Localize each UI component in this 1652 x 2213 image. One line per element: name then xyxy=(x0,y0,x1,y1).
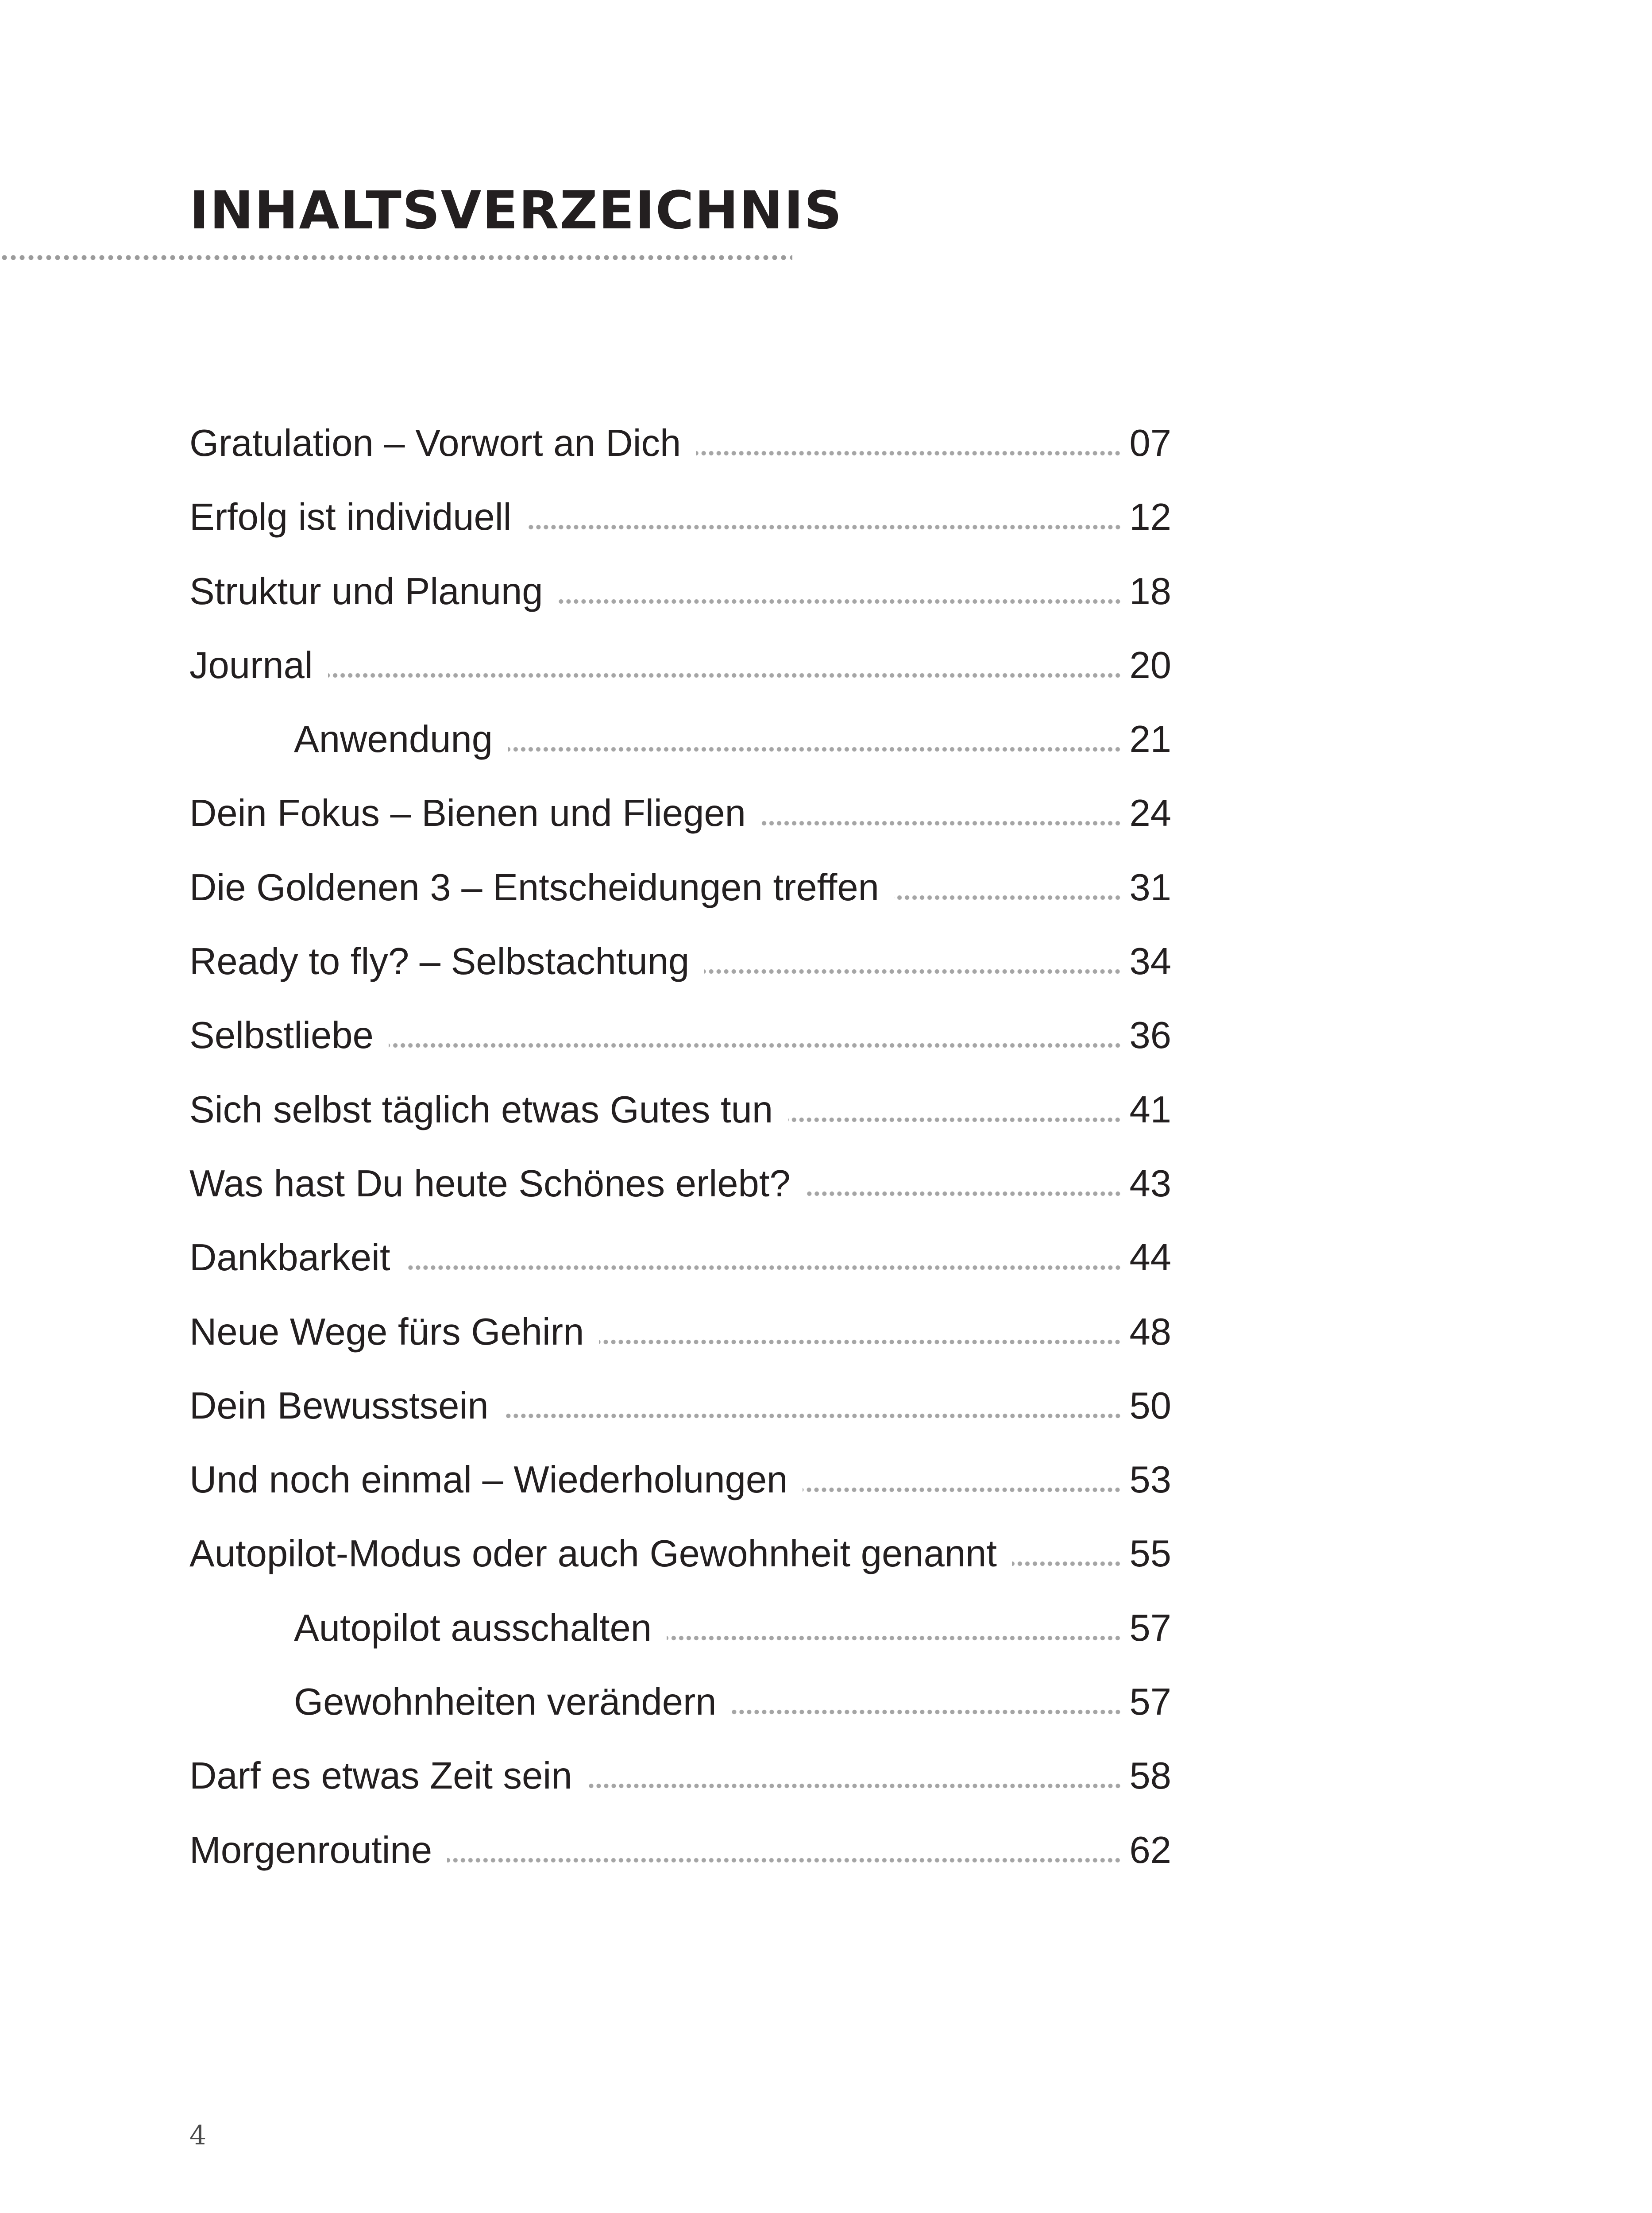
toc-entry[interactable] xyxy=(189,937,1171,1011)
toc-entry-page: 21 xyxy=(1129,718,1171,761)
toc-entry-title: Gratulation – Vorwort an Dich xyxy=(189,422,681,464)
toc-dot-leader xyxy=(1012,1561,1121,1566)
toc-dot-leader xyxy=(447,1858,1121,1863)
toc-entry[interactable] xyxy=(189,419,1171,493)
toc-entry-page: 20 xyxy=(1129,644,1171,686)
toc-entry-page: 57 xyxy=(1129,1681,1171,1723)
toc-dot-leader xyxy=(803,1487,1121,1492)
toc-entry[interactable] xyxy=(189,1011,1171,1085)
toc-dot-leader xyxy=(527,524,1122,530)
toc-dot-leader xyxy=(599,1339,1121,1345)
toc-entry-title: Und noch einmal – Wiederholungen xyxy=(189,1459,788,1501)
toc-entry-title: Erfolg ist individuell xyxy=(189,496,512,539)
toc-dot-leader xyxy=(806,1191,1122,1196)
toc-entry[interactable] xyxy=(189,1604,1171,1678)
toc-dot-leader xyxy=(508,747,1121,752)
toc-entry-page: 07 xyxy=(1129,422,1171,464)
toc-entry-page: 43 xyxy=(1129,1162,1171,1205)
toc-entry-title: Ready to fly? – Selbstachtung xyxy=(189,941,690,983)
toc-entry-title: Selbstliebe xyxy=(189,1014,374,1057)
toc-entry[interactable] xyxy=(189,1678,1171,1752)
toc-dot-leader xyxy=(894,895,1122,900)
toc-dot-leader xyxy=(761,821,1122,826)
toc-entry-page: 12 xyxy=(1129,496,1171,539)
toc-dot-leader xyxy=(405,1265,1122,1270)
toc-entry[interactable] xyxy=(189,1456,1171,1530)
toc-dot-leader xyxy=(504,1413,1122,1419)
toc-entry-title: Dein Bewusstsein xyxy=(189,1384,489,1427)
toc-entry[interactable] xyxy=(189,864,1171,937)
page-number: 4 xyxy=(189,2120,207,2151)
dotted-title-rule xyxy=(0,254,792,261)
toc-entry[interactable] xyxy=(189,1382,1171,1456)
toc-entry[interactable] xyxy=(189,493,1171,567)
toc-entry[interactable] xyxy=(189,1530,1171,1604)
toc-entry[interactable] xyxy=(189,1234,1171,1307)
toc-entry-title: Was hast Du heute Schönes erlebt? xyxy=(189,1162,791,1205)
toc-entry-title: Die Goldenen 3 – Entscheidungen treffen xyxy=(189,866,879,909)
toc-entry[interactable] xyxy=(189,1826,1171,1900)
toc-dot-leader xyxy=(704,969,1121,974)
toc-entry-page: 18 xyxy=(1129,570,1171,613)
toc-entry-page: 24 xyxy=(1129,792,1171,835)
toc-entry-title: Autopilot ausschalten xyxy=(294,1607,652,1649)
toc-entry[interactable] xyxy=(189,641,1171,715)
toc-entry-page: 36 xyxy=(1129,1014,1171,1057)
toc-entry-page: 41 xyxy=(1129,1088,1171,1131)
toc-entry-page: 62 xyxy=(1129,1829,1171,1871)
toc-entry-title: Morgenroutine xyxy=(189,1829,432,1871)
toc-entry-title: Neue Wege fürs Gehirn xyxy=(189,1311,584,1353)
toc-dot-leader xyxy=(558,599,1122,604)
toc-entry[interactable] xyxy=(189,1160,1171,1234)
toc-dot-leader xyxy=(667,1635,1121,1641)
toc-dot-leader xyxy=(696,451,1121,456)
toc-entry-page: 34 xyxy=(1129,941,1171,983)
toc-entry-title: Anwendung xyxy=(294,718,493,761)
toc-entry-page: 50 xyxy=(1129,1384,1171,1427)
toc-entry-title: Autopilot-Modus oder auch Gewohnheit genannt xyxy=(189,1533,997,1575)
toc-dot-leader xyxy=(389,1043,1122,1048)
table-of-contents xyxy=(189,419,1171,1900)
toc-entry-page: 58 xyxy=(1129,1755,1171,1797)
toc-entry-page: 31 xyxy=(1129,866,1171,909)
toc-entry[interactable] xyxy=(189,1308,1171,1382)
toc-entry-title: Dankbarkeit xyxy=(189,1237,390,1279)
toc-dot-leader xyxy=(732,1709,1122,1715)
toc-entry[interactable] xyxy=(189,789,1171,863)
toc-entry-page: 44 xyxy=(1129,1237,1171,1279)
toc-entry-page: 53 xyxy=(1129,1459,1171,1501)
toc-entry-title: Sich selbst täglich etwas Gutes tun xyxy=(189,1088,773,1131)
toc-dot-leader xyxy=(788,1117,1121,1122)
toc-entry-title: Journal xyxy=(189,644,313,686)
toc-entry[interactable] xyxy=(189,1752,1171,1826)
toc-entry[interactable] xyxy=(189,567,1171,641)
toc-entry-page: 57 xyxy=(1129,1607,1171,1649)
toc-entry-title: Struktur und Planung xyxy=(189,570,543,613)
toc-entry-title: Dein Fokus – Bienen und Fliegen xyxy=(189,792,746,835)
toc-entry-page: 48 xyxy=(1129,1311,1171,1353)
toc-dot-leader xyxy=(587,1783,1122,1789)
toc-entry[interactable] xyxy=(189,1086,1171,1160)
toc-entry-page: 55 xyxy=(1129,1533,1171,1575)
toc-entry[interactable] xyxy=(189,715,1171,789)
page-title: INHALTSVERZEICHNIS xyxy=(189,180,843,241)
toc-entry-title: Gewohnheiten verändern xyxy=(294,1681,717,1723)
toc-dot-leader xyxy=(328,673,1122,678)
toc-entry-title: Darf es etwas Zeit sein xyxy=(189,1755,572,1797)
